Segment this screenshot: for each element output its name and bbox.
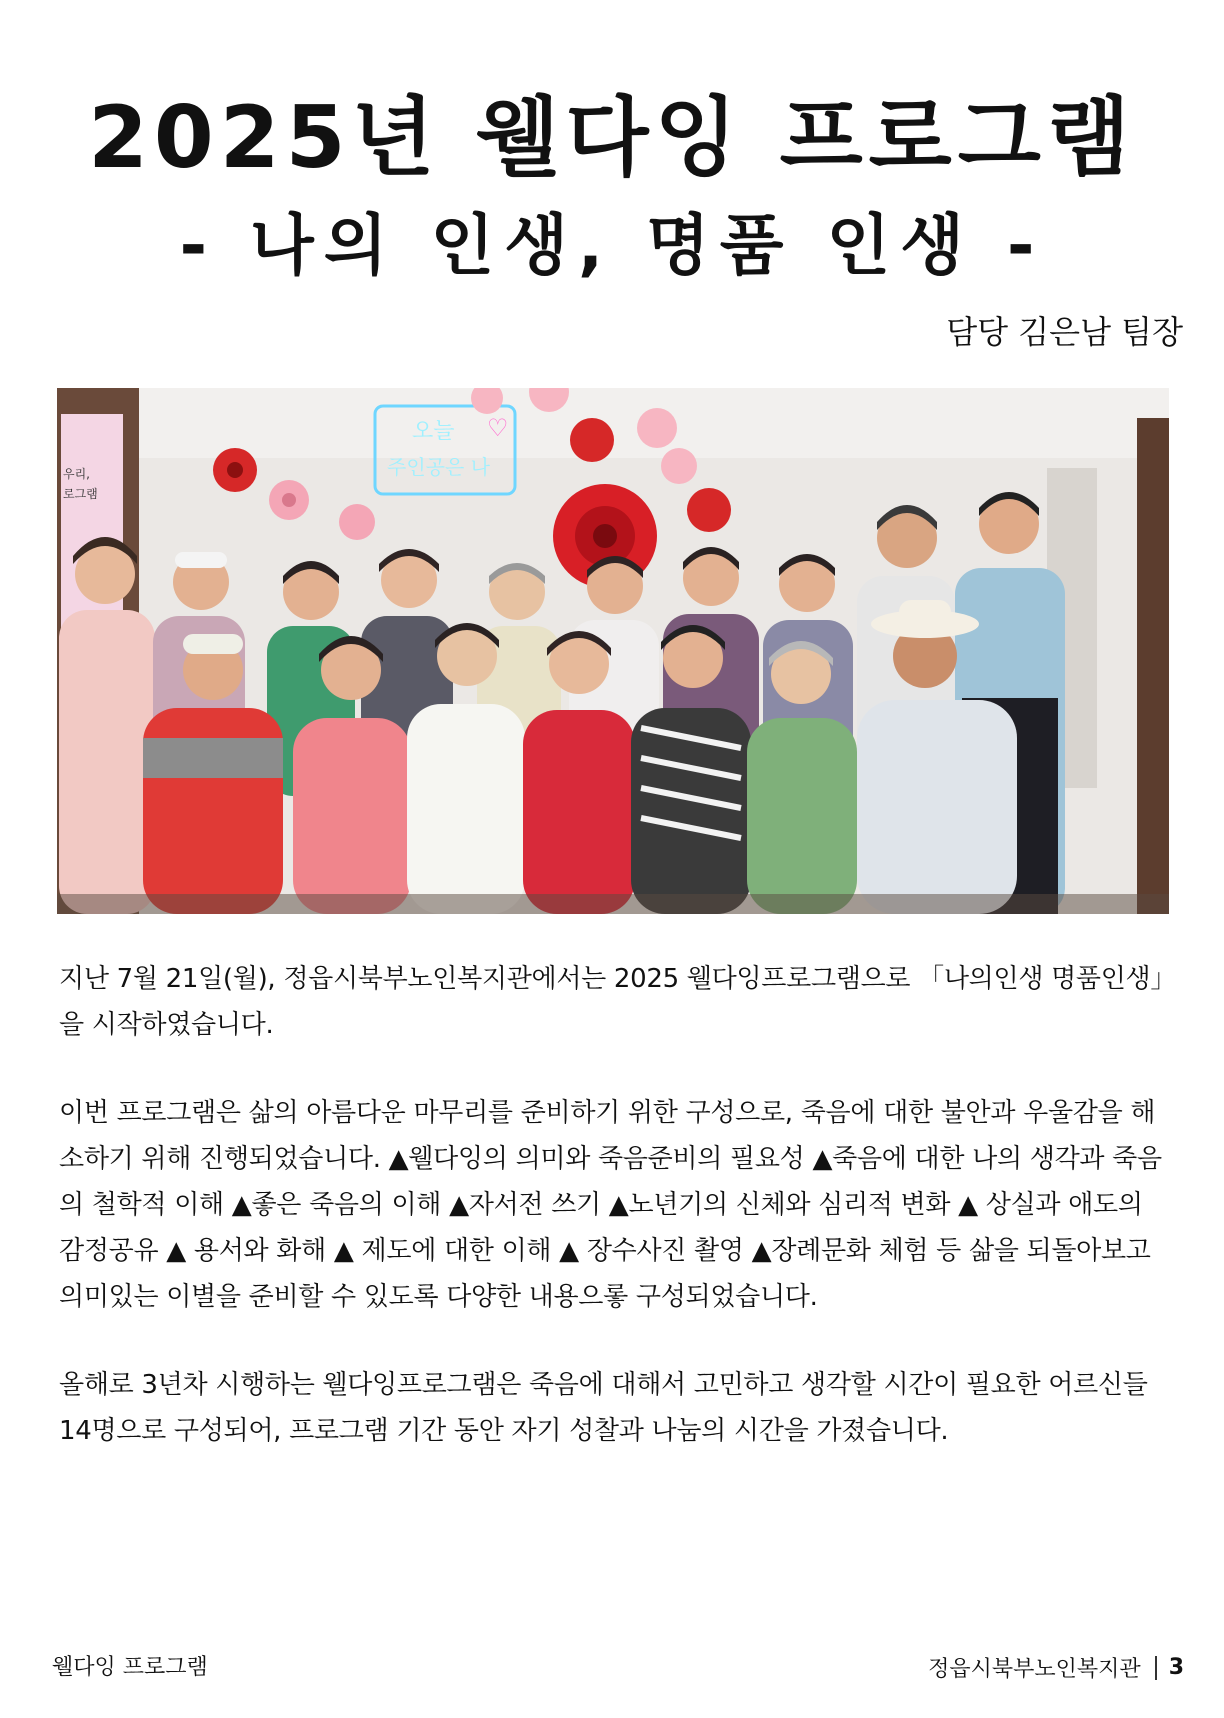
article-paragraph-3: 올해로 3년차 시행하는 웰다잉프로그램은 죽음에 대해서 고민하고 생각할 시간이 필요한 어르신들 14명으로 구성되어, 프로그램 기간 동안 자기 성찰과 나눔의 시간을 가졌습니다.: [59, 1370, 1148, 1446]
footer-right: [928, 1652, 1184, 1683]
footer-divider: [1155, 1656, 1157, 1680]
article-paragraph-2: 이번 프로그램은 삶의 아름다운 마무리를 준비하기 위한 구성으로, 죽음에 대한 불안과 우울감을 해소하기 위해 진행되었습니다. ▲웰다잉의 의미와 죽음준비의 필요성 ▲죽음에 대한 나의 생각과 죽음의 철학적 이해 ▲좋은 죽음의 이해 ▲자서전 쓰기 ▲노년기의 신체와 심리적 변화 ▲ 상실과 애도의 감정공유 ▲ 용서와 화해 ▲ 제도에 대한 이해 ▲ 장수사진 촬영 ▲장례문화 체험 등 삶을 되돌아보고 의미있는 이별을 준비할 수 있도록 다양한 내용으롷 구성되었습니다.: [59, 1098, 1162, 1312]
page-title: 2025년 웰다잉 프로그램: [88, 88, 1136, 188]
footer-organization: 정읍시북부노인복지관: [928, 1657, 1141, 1682]
neon-heart-icon: ♡: [487, 414, 509, 442]
banner-text-1: 우리,: [63, 467, 90, 481]
neon-sign-line2: 주인공은 나: [387, 455, 490, 479]
footer-program-name: 웰다잉 프로그램: [52, 1655, 208, 1680]
article-body: [59, 956, 1171, 1496]
banner-text-2: 로그램: [63, 487, 98, 501]
group-photo-illustration: [57, 388, 1169, 914]
group-photo: [57, 388, 1169, 914]
page-number: 3: [1168, 1655, 1184, 1680]
page-subtitle: - 나의 인생, 명품 인생 -: [179, 207, 1045, 284]
neon-sign-line1: 오늘: [412, 419, 455, 444]
author-credit: 담당 김은남 팀장: [946, 313, 1183, 351]
article-paragraph-1: 지난 7월 21일(월), 정읍시북부노인복지관에서는 2025 웰다잉프로그램으로 「나의인생 명품인생」을 시작하였습니다.: [59, 964, 1164, 1040]
